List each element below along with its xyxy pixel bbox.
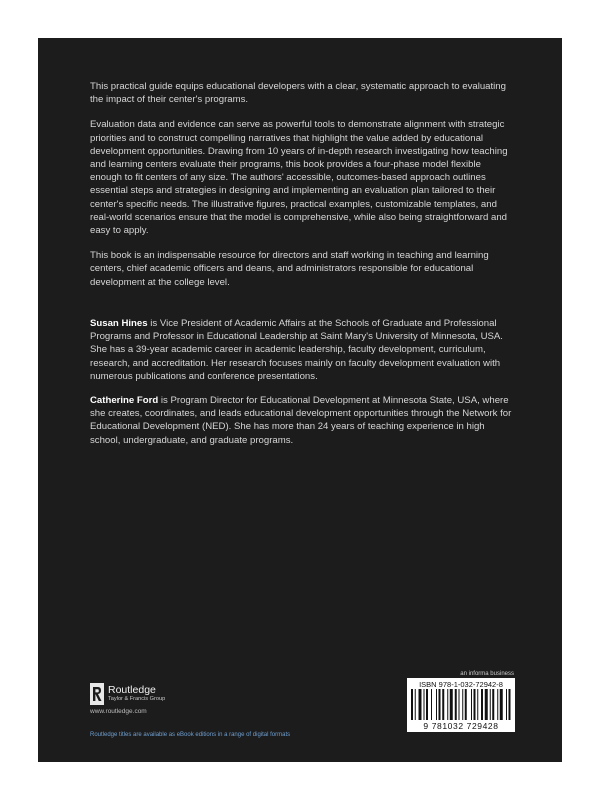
informa-label: an informa business: [460, 671, 514, 677]
author-name: Susan Hines: [90, 318, 148, 329]
isbn-label: ISBN 978-1-032-72942-8: [419, 680, 503, 689]
book-description: [90, 80, 512, 301]
publisher-block: [90, 683, 165, 715]
publisher-text: [108, 685, 165, 703]
publisher-name: Routledge: [108, 684, 156, 696]
routledge-logo-icon: [90, 683, 104, 705]
publisher-logo: [90, 683, 165, 705]
author-bio-text: is Program Director for Educational Development at Minnesota State, USA, where she creates, coordinates, and leads educational development opportunities through the Network for Educational Development (NED). She has more than 24 years of teaching experience in high school, undergraduate, and graduate programs.: [90, 395, 512, 446]
description-paragraph: Evaluation data and evidence can serve as powerful tools to demonstrate alignment with strategic priorities and to construct compelling narratives that highlight the value added by educational development opportunities. Drawing from 10 years of in-depth research investigating how teaching and learning centers evaluate their programs, this book provides a four-phase model flexible enough to fit centers of any size. The authors' accessible, outcomes-based approach outlines essential steps and strategies in designing and implementing an evaluation plan tailored to their center's specific needs. The illustrative figures, practical examples, customizable templates, and real-world scenarios ensure that the model is comprehensive, while also being straightforward and easy to apply.: [90, 119, 508, 237]
description-paragraph: This book is an indispensable resource for directors and staff working in teaching and learning centers, chief academic officers and deans, and administrators responsible for educational development at the college level.: [90, 250, 489, 288]
barcode-number: 9 781032 729428: [423, 721, 499, 731]
publisher-url: www.routledge.com: [90, 708, 147, 715]
ebook-note: Routledge titles are available as eBook editions in a range of digital formats: [90, 732, 291, 738]
author-bio-text: is Vice President of Academic Affairs at the Schools of Graduate and Professional Programs and Professor in Educational Leadership at Saint Mary's University of Minnesota, USA. She has a 39-year academic career in academic leadership, faculty development, curriculum, research, and accreditation. Her research focuses mainly on faculty development evaluation with numerous publications and conference presentations.: [90, 318, 503, 382]
author-bio: [90, 317, 512, 383]
barcode-icon: [411, 689, 511, 720]
description-paragraph: This practical guide equips educational developers with a clear, systematic approach to evaluating the impact of their center's programs.: [90, 81, 506, 106]
isbn-barcode-box: [407, 678, 515, 732]
author-bios: [90, 317, 512, 458]
author-name: Catherine Ford: [90, 395, 159, 407]
author-bio: [90, 394, 512, 447]
publisher-group: Taylor & Francis Group: [108, 696, 166, 702]
book-back-cover: [38, 38, 562, 762]
